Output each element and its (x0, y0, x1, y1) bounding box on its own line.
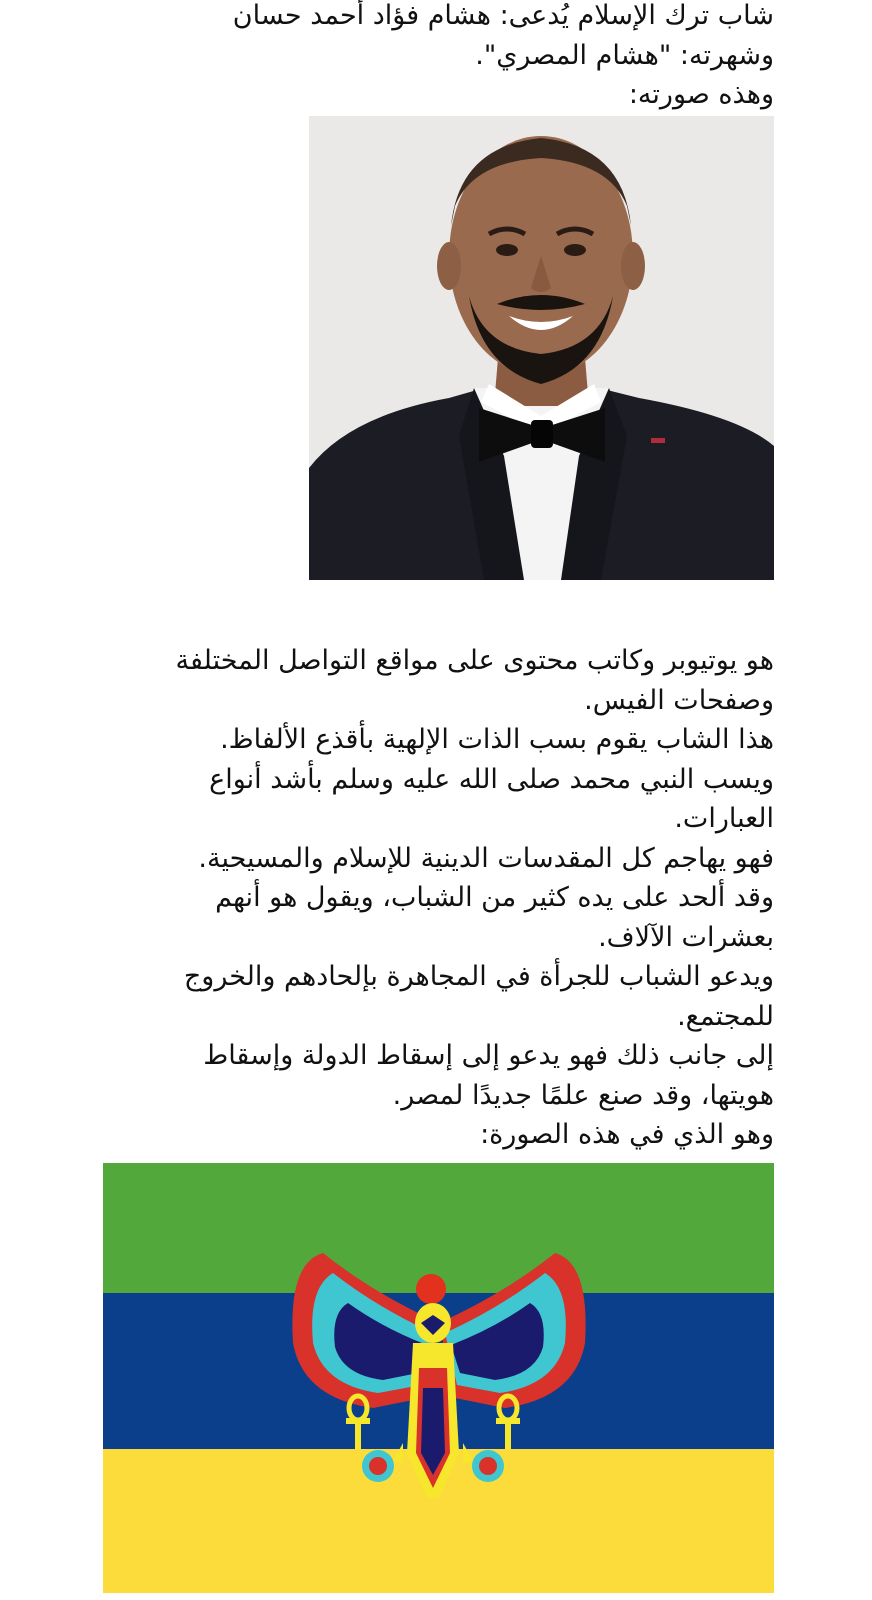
left-eye (496, 244, 518, 256)
body-line: هو يوتيوبر وكاتب محتوى على مواقع التواصل المختلفة (175, 645, 774, 676)
intro-line: وهذه صورته: (628, 79, 774, 110)
portrait-photo (309, 116, 774, 580)
lapel-pin (651, 438, 665, 443)
body-line: العبارات. (674, 803, 774, 834)
body-line: للمجتمع. (677, 1000, 774, 1032)
body-line: وقد ألحد على يده كثير من الشباب، ويقول هو أنهم (215, 882, 774, 913)
right-ear (621, 242, 645, 290)
sun-disk (416, 1274, 446, 1304)
body-paragraph (176, 641, 774, 1155)
bow-tie-knot (531, 420, 553, 448)
body-line: وصفحات الفيس. (584, 684, 774, 716)
body-line: ويدعو الشباب للجرأة في المجاهرة بإلحادهم والخروج (183, 961, 774, 992)
body-line: هويتها، وقد صنع علمًا جديدًا لمصر. (392, 1079, 774, 1111)
body-line: هذا الشاب يقوم بسب الذات الإلهية بأقذع الألفاظ. (220, 724, 774, 755)
body-line: فهو يهاجم كل المقدسات الدينية للإسلام والمسيحية. (198, 842, 774, 874)
flag-image (103, 1163, 774, 1593)
body-line: إلى جانب ذلك فهو يدعو إلى إسقاط الدولة وإسقاط (203, 1040, 774, 1071)
intro-paragraph (233, 0, 774, 115)
intro-line: وشهرته: "هشام المصري". (475, 39, 774, 71)
body-line: وهو الذي في هذه الصورة: (480, 1119, 774, 1150)
left-ear (437, 242, 461, 290)
right-eye (564, 244, 586, 256)
intro-line: شاب ترك الإسلام يُدعى: هشام فؤاد أحمد حسان (232, 0, 774, 31)
body-line: ويسب النبي محمد صلى الله عليه وسلم بأشد أنواع (209, 763, 774, 795)
body-line: بعشرات الآلاف. (598, 921, 774, 953)
flag-green-stripe (103, 1163, 774, 1293)
